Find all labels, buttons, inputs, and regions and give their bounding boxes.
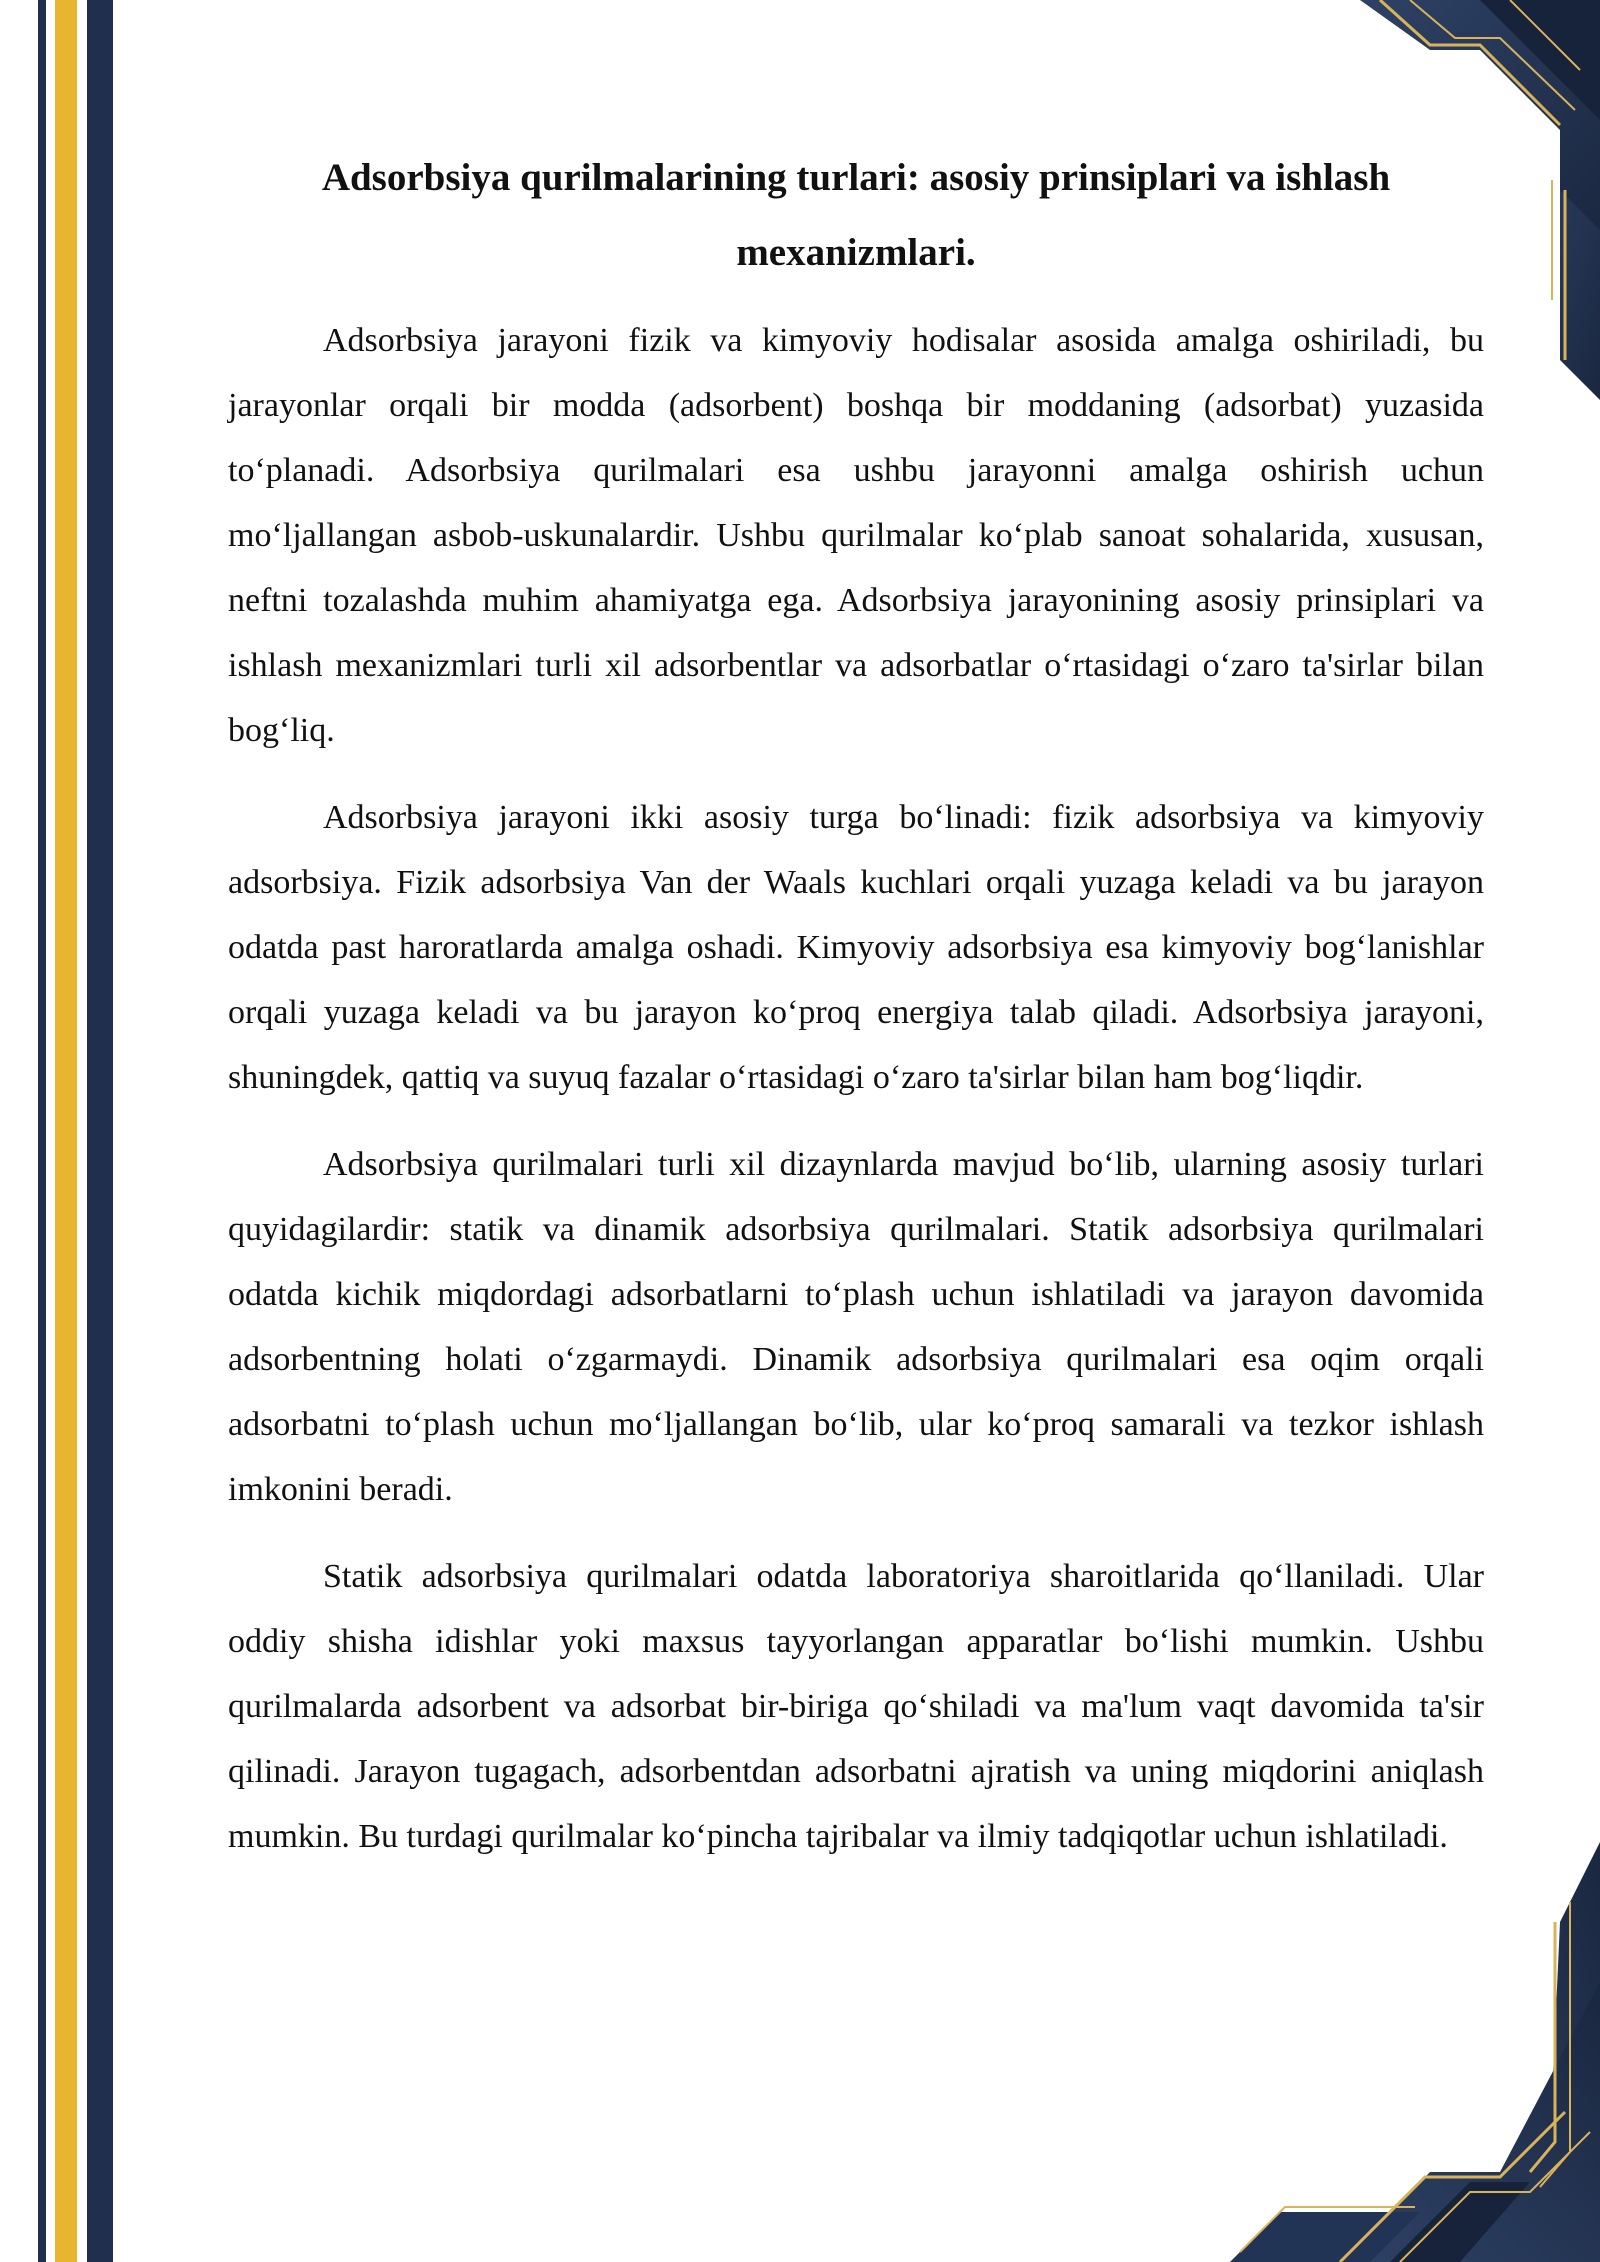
paragraph: Statik adsorbsiya qurilmalari odatda laboratoriya sharoitlarida qo‘llaniladi. Ular oddiy shisha idishlar yoki maxsus tayyorlangan apparatlar bo‘lishi mumkin. Ushbu qurilmalarda adsorbent va adsorbat bir-biriga qo‘shiladi va ma'lum vaqt davomida ta'sir qilinadi. Jarayon tugagach, adsorbentdan adsorbatni ajratish va uning miqdorini aniqlash mumkin. Bu turdagi qurilmalar ko‘pincha tajribalar va ilmiy tadqiqotlar uchun ishlatiladi. xyxy=(228,1558,1484,1855)
document-title: Adsorbsiya qurilmalarining turlari: asosiy prinsiplari va ishlash mexanizmlari. xyxy=(321,156,1391,274)
border-stripe-navy-thin xyxy=(38,0,46,2262)
corner-ornament-bottom-right xyxy=(1170,1842,1600,2262)
border-stripe-navy-wide xyxy=(87,0,113,2262)
document-body xyxy=(228,140,1484,1891)
paragraph: Adsorbsiya qurilmalari turli xil dizaynlarda mavjud bo‘lib, ularning asosiy turlari quyidagilardir: statik va dinamik adsorbsiya qurilmalari. Statik adsorbsiya qurilmalari odatda kichik miqdordagi adsorbatlarni to‘plash uchun ishlatiladi va jarayon davomida adsorbentning holati o‘zgarmaydi. Dinamik adsorbsiya qurilmalari esa oqim orqali adsorbatni to‘plash uchun mo‘ljallangan bo‘lib, ular ko‘proq samarali va tezkor ishlash imkonini beradi. xyxy=(228,1146,1484,1508)
border-stripe-gold xyxy=(55,0,77,2262)
paragraph: Adsorbsiya jarayoni fizik va kimyoviy hodisalar asosida amalga oshiriladi, bu jarayonlar orqali bir modda (adsorbent) boshqa bir moddaning (adsorbat) yuzasida to‘planadi. Adsorbsiya qurilmalari esa ushbu jarayonni amalga oshirish uchun mo‘ljallangan asbob-uskunalardir. Ushbu qurilmalar ko‘plab sanoat sohalarida, xususan, neftni tozalashda muhim ahamiyatga ega. Adsorbsiya jarayonining asosiy prinsiplari va ishlash mexanizmlari turli xil adsorbentlar va adsorbatlar o‘rtasidagi o‘zaro ta'sirlar bilan bog‘liq. xyxy=(228,322,1484,749)
paragraph: Adsorbsiya jarayoni ikki asosiy turga bo‘linadi: fizik adsorbsiya va kimyoviy adsorbsiya. Fizik adsorbsiya Van der Waals kuchlari orqali yuzaga keladi va bu jarayon odatda past haroratlarda amalga oshadi. Kimyoviy adsorbsiya esa kimyoviy bog‘lanishlar orqali yuzaga keladi va bu jarayon ko‘proq energiya talab qiladi. Adsorbsiya jarayoni, shuningdek, qattiq va suyuq fazalar o‘rtasidagi o‘zaro ta'sirlar bilan ham bog‘liqdir. xyxy=(228,799,1484,1096)
